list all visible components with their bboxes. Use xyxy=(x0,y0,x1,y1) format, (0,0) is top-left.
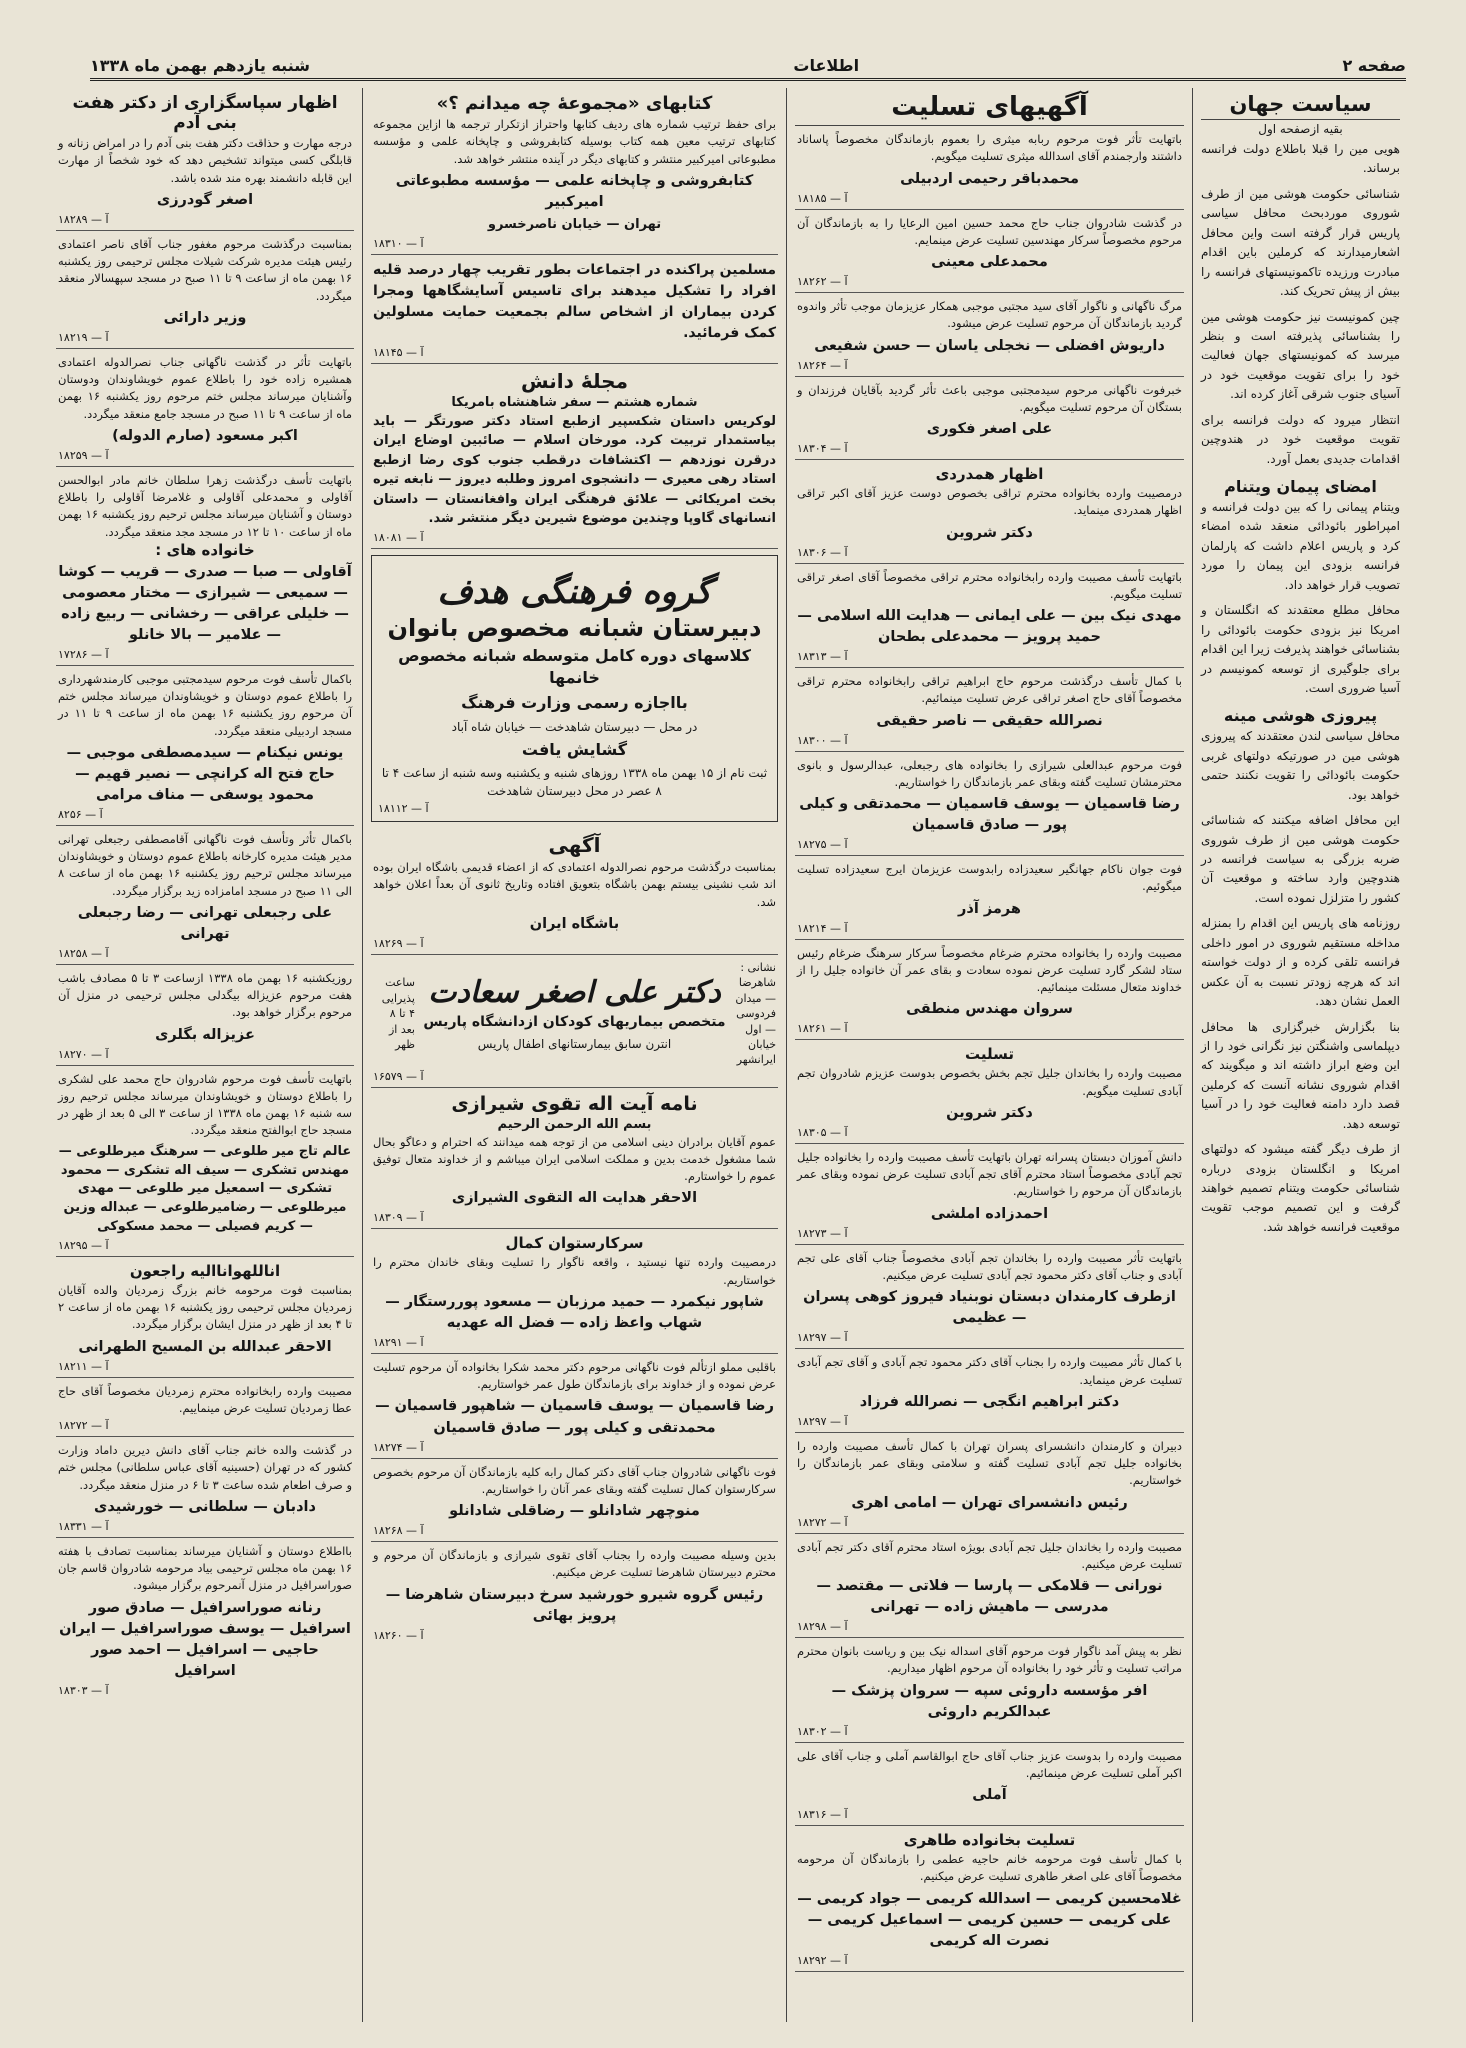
clinic-address: نشانی : شاهرضا — میدان فردوسی — اول خیابان ایرانشهر xyxy=(735,960,776,1067)
kamal-notice xyxy=(371,1229,778,1354)
condolence-notice xyxy=(795,377,1184,461)
condolence-signature: ازطرف کارمندان دبستان نوبنیاد فیروز کوهی پسران — عظیمی xyxy=(803,1289,1176,1327)
condolence-body: با کمال تأسف فوت مرحومه خانم حاجیه عطمی را بازماندگان آن مرحومه مخصوصاً آقای علی اصغر طاهری تسلیت عرض میکنیم. xyxy=(797,1852,1182,1884)
condolence-signature: غلامحسین کریمی — اسدالله کریمی — جواد کریمی — علی کریمی — حسین کریمی — اسماعیل کریمی — نصرت اله کریمی xyxy=(797,1890,1182,1949)
ghasemian-code: آ — ۱۸۲۷۴ xyxy=(373,1440,424,1454)
clinic-hours: ساعت پذیرایی ۴ تا ۸ بعد از ظهر xyxy=(381,976,415,1051)
condolence-code: آ — ۱۸۲۱۴ xyxy=(797,921,848,935)
condolence-signature: آملی xyxy=(972,1787,1007,1804)
condolence-body: در گذشت شادروان جناب حاج محمد حسین امین الرعایا را به بازماندگان آن مرحوم مخصوصاً سرکار مهندسین تسلیت عرض مینمایم. xyxy=(797,215,1182,247)
issue-date: شنبه یازدهم بهمن ماه ۱۳۳۸ xyxy=(90,55,310,75)
world-politics-column xyxy=(1192,88,1408,2022)
condolence-body: مصیبت وارده را بخانواده محترم ضرغام مخصوصاً سرکار سرهنگ ضرغام رئیس ستاد لشکر گارد تسلیت عرض نموده سعادت و بقای عمر آن خانواده جلیل را از خداوند متعال مسئلت مینمائیم. xyxy=(797,945,1182,995)
tabarsi-body: باتهایت تأسف فوت مرحوم شادروان حاج محمد علی لشکری را باطلاع دوستان و خویشاوندان میرساند مجلس ترحیم روز سه شنبه ۱۶ بهمن ماه ۱۳۳۸ از ساعت ۳ الی ۵ بعد از ظهر در مسجد حاج ابوالفتح منعقد میگردد. xyxy=(58,1071,352,1138)
condolence-code: آ — ۱۸۳۰۲ xyxy=(797,1724,848,1738)
shahreza-notice xyxy=(371,1542,778,1646)
section-heading: پیروزی هوشی مینه xyxy=(1223,706,1378,726)
shadanloo-sign: منوچهر شادانلو — رضاقلی شادانلو xyxy=(449,1503,700,1520)
condolence-notice xyxy=(795,1826,1184,1972)
shadanloo-notice xyxy=(371,1459,778,1543)
school-line-1: کلاسهای دوره کامل متوسطه شبانه مخصوص خانمها xyxy=(398,645,751,688)
magazine-issue: شماره هشتم — سفر شاهنشاه بامریکا xyxy=(451,394,698,410)
minister-body: بمناسبت درگذشت مرحوم مغفور جناب آقای ناصر اعتمادی رئیس هیئت مدیره شرکت شیلات مجلس ترحیمی روز یکشنبه ۱۶ بهمن ماه از ساعت ۹ تا ۱۱ صبح در مسجد سپهسالار منعقد میگردد. xyxy=(58,236,352,303)
condolence-body: فوت جوان ناکام جهانگیر سعیدزاده رابدوست عزیزمان ایرج سعیدزاده تسلیت میگوئیم. xyxy=(797,862,1182,894)
condolence-notice xyxy=(795,460,1184,564)
condolence-signature: محمدعلی معینی xyxy=(931,254,1048,271)
kamal-sign: شاپور نیکمرد — حمید مرزبان — مسعود پوررستگار — شهاب واعظ زاده — فضل اله عهدیه xyxy=(385,1293,764,1331)
article-paragraph: انتظار میرود که دولت فرانسه برای تقویت موقعیت خود در هندوچین اقدامات جدیدی بعمل آورد. xyxy=(1201,412,1400,466)
zamardian-code: آ — ۱۸۲۷۲ xyxy=(58,1419,109,1433)
tehrani-code: آ — ۱۸۲۵۸ xyxy=(58,946,109,960)
ayatollah-letter xyxy=(371,1088,778,1230)
clinic-code: آ — ۱۶۵۷۹ xyxy=(373,1069,424,1083)
article-paragraph: هویی مین را قبلا باطلاع دولت فرانسه برساند. xyxy=(1201,142,1400,176)
club-sign: باشگاه ایران xyxy=(529,915,620,932)
esrafil-notice xyxy=(56,1538,354,1701)
condolence-notice xyxy=(795,1743,1184,1827)
families-code: آ — ۱۷۲۸۶ xyxy=(58,647,109,661)
section-heading: امضای پیمان ویتنام xyxy=(1224,477,1377,496)
club-code: آ — ۱۸۲۶۹ xyxy=(373,936,424,950)
clinic-subtitle: انترن سابق بیمارستانهای اطفال پاریس xyxy=(477,1037,672,1052)
condolence-signature: هرمز آذر xyxy=(958,900,1021,917)
inna-body: بمناسبت فوت مرحومه خانم بزرگ زمردیان والده آقایان زمردیان مجلس ترحیمی روز یکشنبه ۱۶ بهمن ماه از ساعت ۲ تا ۴ بعد از ظهر در منزل ایشان برگزار میگردد. xyxy=(58,1282,352,1332)
younes-notice xyxy=(56,666,354,826)
condolence-code: آ — ۱۸۳۱۳ xyxy=(797,650,848,664)
magazine-notice xyxy=(371,364,778,549)
condolence-code: آ — ۱۸۲۹۷ xyxy=(797,1414,848,1428)
condolence-notice xyxy=(795,293,1184,377)
condolence-signature: محمدباقر رحیمی اردبیلی xyxy=(900,170,1079,187)
shadanloo-body: فوت ناگهانی شادروان جناب آقای دکتر کمال رابه کلیه بازماندگان آن مرحوم بخصوص سرکارستوان کمال تسلیت گفته وبقای عمر آنان را خواستاریم. xyxy=(373,1464,776,1496)
columns xyxy=(48,88,1408,2022)
esrafil-code: آ — ۱۸۳۰۳ xyxy=(58,1683,109,1697)
article-paragraph: بنا بگزارش خبرگزاری ها محافل دیپلماسی واشنگتن نیز نگرانی خود را از این وضع ابراز داشته اند و میگویند که اقدام شوروی نشانه آنست که کرملین قصد دارد دامنه فعالیت خود را در آسیا توسعه دهد. xyxy=(1201,1019,1400,1131)
tehrani-notice xyxy=(56,826,354,965)
condolence-code: آ — ۱۸۲۹۸ xyxy=(797,1620,848,1634)
world-politics-title: سیاست جهان xyxy=(1201,88,1400,120)
condolence-signature: مهدی نیک بین — علی ایمانی — هدایت الله اسلامی — حمید پرویز — محمدعلی بطحان xyxy=(797,608,1182,646)
condolence-signature: نصرالله حقیقی — ناصر حقیقی xyxy=(876,712,1103,729)
club-notice xyxy=(371,828,778,955)
condolences-title: آگهیهای تسلیت xyxy=(795,88,1184,126)
condolence-body: با کمال تأثر مصیبت وارده را بجناب آقای دکتر محمود تجم آبادی و آقای تجم آبادی تسلیت عرض مینماید. xyxy=(797,1355,1182,1387)
sultani-code: آ — ۱۸۳۳۱ xyxy=(58,1519,109,1533)
families-notice xyxy=(56,467,354,666)
condolence-body: دانش آموزان دبستان پسرانه تهران باتهایت تأسف مصیبت وارده را بخانواده جلیل تجم آبادی مخصوصاً استاد محترم آقای تجم آبادی تسلیت عرض نموده وبقای عمر بازماندگان آن مرحوم را خواستاریم. xyxy=(797,1149,1182,1199)
bigdeli-notice xyxy=(56,965,354,1066)
thanks-body: درجه مهارت و حذاقت دکتر هفت بنی آدم را در امراض زنانه و قابلگی کسی میتواند تشخیص دهد که خود شخصاً از مهارت این قابله دانشمند بهره مند شده باشد. xyxy=(58,136,352,185)
minister-notice xyxy=(56,231,354,349)
night-school-ad xyxy=(371,555,778,823)
condolence-title: اظهار همدردی xyxy=(935,465,1044,484)
sultani-body: در گذشت والده خانم جناب آقای دانش دیرین داماد وزارت کشور که در تهران (حسینیه آقای عباس سلطانی) مجلس ختم و صرف اطعام شده ساعت ۳ تا ۶ در منزل منعقد میگردد. xyxy=(58,1443,352,1492)
condolence-notice xyxy=(795,126,1184,210)
ayatollah-code: آ — ۱۸۳۰۹ xyxy=(373,1211,424,1225)
ayatollah-body: عموم آقایان برادران دینی اسلامی من از توجه همه میدانند که احترام و دعاگو بحال شما مشغول خدمت بدین و مملکت اسلامی ایران میباشم و از خداوند متعال توفیق عموم را خواستارم. xyxy=(373,1134,776,1184)
tb-notice xyxy=(371,255,778,364)
ghasemian-body: باقلبی مملو ازتألم فوت ناگهانی مرحوم دکتر محمد شکرا بخانواده آن مرحوم تسلیت عرض نموده و از خداوند برای بازماندگان طول عمر خواستاریم. xyxy=(373,1359,776,1392)
condolence-notice xyxy=(795,1245,1184,1350)
left-column xyxy=(48,88,362,2022)
families-sign: آقاولی — صبا — صدری — قریب — کوشا — سمیعی — شیرازی — مختار معصومی — خلیلی عراقی — رخشانی — ربیع زاده — علامیر — بالا خانلو xyxy=(58,563,352,643)
condolence-body: درمصیبت وارده بخانواده محترم تراقی بخصوص دوست عزیز آقای اکبر تراقی اظهار همدردی مینماید. xyxy=(797,486,1182,518)
condolence-notice xyxy=(795,1433,1184,1534)
article-paragraph: از طرف دیگر گفته میشود که دولتهای امریکا و انگلستان بزودی درباره شناسائی حکومت ویتنام تصمیم خواهند گرفت و این تصمیم موجب تقویت موقعیت فرانسه خواهد شد. xyxy=(1201,1142,1400,1234)
condolence-body: مصیبت وارده را بخاندان جلیل تجم بخش بخصوص بدوست عزیزم شادروان تجم آبادی تسلیت میگویم. xyxy=(797,1066,1182,1098)
masoud-body: باتهایت تأثر در گذشت ناگهانی جناب نصرالدوله اعتمادی همشیره زاده خود را باطلاع عموم خویشاوندان ودوستان وآشنایان میرساند مجلس ختم مرحوم روز یکشنبه ۱۶ بهمن ماه از ساعت ۹ تا ۱۱ صبح در مسجد جامع منعقد میگردد. xyxy=(58,354,352,421)
kamal-body: درمصیبت وارده تنها نیستید ، واقعه ناگوار را تسلیت وبقای خاندان محترم را خواستاریم. xyxy=(373,1255,776,1287)
inna-code: آ — ۱۸۲۱۱ xyxy=(58,1359,109,1373)
condolence-signature: افر مؤسسه داروئی سپه — سروان پزشک — عبدالکریم داروئی xyxy=(831,1682,1148,1720)
sultani-notice xyxy=(56,1437,354,1538)
younes-sign: یونس نیکنام — سیدمصطفی موجبی — حاج فتح اله کرانچی — نصیر قهیم — محمود یوسفی — مناف مرامی xyxy=(66,744,344,803)
books-code: آ — ۱۸۳۱۰ xyxy=(373,236,424,250)
article-paragraph: ویتنام پیمانی را که بین دولت فرانسه و امپراطور بائودائی منعقد شده امضاء کرد و پاریس اعلام داشت که پارلمان فرانسه بزودی این پیمان را مورد تصویب قرار خواهد داد. xyxy=(1201,500,1400,592)
school-opening: گشایش یافت xyxy=(521,739,628,759)
condolence-body: مرگ ناگهانی و ناگوار آقای سید مجتبی موجبی همکار عزیزمان موجب تأثر واندوه گردید بازماندگان آن مرحوم تسلیت عرض میشود. xyxy=(797,299,1182,331)
condolence-code: آ — ۱۸۳۰۶ xyxy=(797,545,848,559)
masthead xyxy=(90,52,1406,81)
condolence-notice xyxy=(795,752,1184,857)
families-title: خانواده های : xyxy=(155,540,255,559)
condolence-signature: دکتر شروین xyxy=(946,524,1033,541)
article-paragraph: روزنامه های پاریس این اقدام را بمنزله مداخله مستقیم شوروی در امور داخلی فرانسه تلقی کرده و از دولت خواسته اند که هرچه زودتر نسبت به آن عکس العمل نشان دهد. xyxy=(1201,916,1400,1009)
condolence-code: آ — ۱۸۳۰۵ xyxy=(797,1125,848,1139)
article-paragraph: شناسائی حکومت هوشی مین از طرف شوروی موردبحث محافل سیاسی پاریس قرار گرفته است واین محافل اشعارمیدارند که کرملین باین اقدام مبادرت ورزیده تاکمونیستهای فرانسه را بیش از پیش تحریک کند. xyxy=(1201,186,1400,299)
kamal-code: آ — ۱۸۲۹۱ xyxy=(373,1335,424,1349)
clinic-specialty: متخصص بیماریهای کودکان ازدانشگاه پاریس xyxy=(423,1013,726,1030)
clinic-ad xyxy=(371,955,778,1088)
condolence-body: دبیران و کارمندان دانشسرای پسران تهران با کمال تأسف مصیبت وارده را بخانواده جلیل تجم آبادی تسلیت گفته و سلامتی وبقای عمر بازماندگان را خواستاریم. xyxy=(797,1438,1182,1488)
condolence-signature: دکتر شروین xyxy=(946,1104,1033,1121)
condolence-title: تسلیت xyxy=(964,1045,1015,1064)
esrafil-body: بااطلاع دوستان و آشنایان میرساند بمناسبت تصادف با هفته ۱۶ بهمن ماه مجلس ترحیمی بیاد مرحومه شادروان قاسم جان صوراسرافیل در منزل آنمرحوم برگزار میشود. xyxy=(58,1543,352,1593)
condolence-signature: رضا قاسمیان — یوسف قاسمیان — محمدتقی و کیلی پور — صادق قاسمیان xyxy=(799,796,1180,834)
condolence-code: آ — ۱۸۱۸۵ xyxy=(797,191,848,205)
shahreza-body: بدین وسیله مصیبت وارده را بجناب آقای تقوی شیرازی و بازماندگان آن مرحوم و محترم دبیرستان شاهرضا تسلیت عرض میکنیم. xyxy=(373,1548,776,1580)
condolence-signature: دکتر ابراهیم انگجی — نصرالله فرزاد xyxy=(859,1393,1120,1410)
bigdeli-body: روزیکشنبه ۱۶ بهمن ماه ۱۳۳۸ ازساعت ۳ تا ۵ مصادف باشب هفت مرحوم عزیزاله بیگدلی مجلس ترحیمی در منزل آن مرحوم برگزار خواهد بود. xyxy=(58,970,353,1020)
books-publishers: کتابفروشی و چاپخانه علمی — مؤسسه مطبوعاتی امیرکبیر xyxy=(395,172,754,210)
thanks-code: آ — ۱۸۲۸۹ xyxy=(58,212,109,226)
tb-code: آ — ۱۸۱۴۵ xyxy=(373,345,424,359)
condolence-code: آ — ۱۸۲۷۵ xyxy=(797,838,848,852)
masoud-sign: اکبر مسعود (صارم الدوله) xyxy=(112,427,298,444)
condolence-body: باتهایت تأثر فوت مرحوم ربابه میثری را بعموم بازماندگان مخصوصاً پاساناد داشتند وارجمندم آقای اسدالله میثری تسلیت میگویم. xyxy=(797,132,1182,164)
page-number: صفحه ۲ xyxy=(1342,55,1406,75)
condolence-body: مصیبت وارده را بخاندان جلیل تجم آبادی بویژه استاد محترم آقای دکتر تجم آبادی تسلیت عرض میکنیم. xyxy=(797,1539,1182,1571)
tabarsi-notice xyxy=(56,1066,354,1257)
condolence-list xyxy=(795,126,1184,1972)
books-notice xyxy=(371,88,778,255)
tehrani-body: باکمال تأثر وتأسف فوت ناگهانی آقامصطفی رجبعلی تهرانی مدیر هیئت مدیره کارخانه باطلاع عموم دوستان و خویشاوندان میرساند مجلس ترحیم روز یکشنبه ۱۶ بهمن ماه از ساعت ۸ الی ۱۱ صبح در مسجد امامزاده زید برگزار میگردد. xyxy=(58,831,352,898)
article-paragraph: این محافل اضافه میکنند که شناسائی حکومت هوشی مین از طرف شوروی ضربه بزرگی به سیاست فرانسه در هندوچین وارد ساخته و موقعیت آن کشور را متزلزل نموده است. xyxy=(1201,813,1400,905)
younes-code: آ — ۸۲۵۶ xyxy=(58,807,103,821)
club-title: آگهی xyxy=(548,833,601,858)
school-title: دبیرستان شبانه مخصوص بانوان xyxy=(387,613,762,642)
shadanloo-code: آ — ۱۸۲۶۸ xyxy=(373,1524,424,1538)
condolences-column xyxy=(786,88,1192,2022)
zamardian-body: مصیبت وارده رابخانواده محترم زمردیان مخصوصاً آقای حاج عطا زمردیان تسلیت عرض مینماییم. xyxy=(58,1383,352,1415)
ayatollah-sign: الاحقر هدایت اله التقوی الشیرازی xyxy=(451,1190,698,1207)
tabarsi-sign: عالم تاج میر طلوعی — سرهنگ میرطلوعی — مهندس تشکری — سیف اله تشکری — محمود تشکری — اسمعیل میر طلوعی — مهدی میرطلوعی — رضامیرطلوعی — عبداله وزین — کریم فصیلی — محمد مسکوکی xyxy=(58,1143,352,1235)
condolence-notice xyxy=(795,1534,1184,1639)
condolence-code: آ — ۱۸۲۷۲ xyxy=(797,1515,848,1529)
school-code: آ — ۱۸۱۱۲ xyxy=(378,802,429,816)
world-politics-subtitle: بقیه ازصفحه اول xyxy=(1258,122,1343,136)
masoud-code: آ — ۱۸۲۵۹ xyxy=(58,448,109,462)
condolence-code: آ — ۱۸۲۶۴ xyxy=(797,358,848,372)
school-logo: گروه فرهنگی هدف xyxy=(437,571,712,612)
condolence-body: باتهایت تأثر مصیبت وارده را بخاندان تجم آبادی مخصوصاً جناب آقای علی تجم آبادی و جناب آقای دکتر محمود تجم آبادی تسلیت عرض میکنیم. xyxy=(797,1250,1182,1282)
esrafil-sign: رنانه صوراسرافیل — صادق صور اسرافیل — یوسف صوراسرافیل — ایران حاجیی — اسرافیل — احمد صور اسرافیل xyxy=(59,1599,351,1679)
younes-body: باکمال تأسف فوت مرحوم سیدمجتبی موجبی کارمندشهرداری را باطلاع عموم دوستان و خویشاوندان میرساند مجلس ختم آن مرحوم روز یکشنبه ۱۶ بهمن ماه از ساعت ۹ تا ۱۱ در مسجد اردبیلی منعقد میگردد. xyxy=(58,671,353,738)
condolence-notice xyxy=(795,940,1184,1041)
condolence-notice xyxy=(795,564,1184,669)
middle-column xyxy=(362,88,786,2022)
condolence-notice xyxy=(795,210,1184,294)
magazine-code: آ — ۱۸۰۸۱ xyxy=(373,530,424,544)
condolence-code: آ — ۱۸۲۹۲ xyxy=(797,1953,848,1967)
books-title: کتابهای «مجموعهٔ چه میدانم ؟» xyxy=(436,93,713,114)
condolence-body: خبرفوت ناگهانی مرحوم سیدمجتبی موجبی باعث تأثر گردید بآقایان فرزندان و بستگان آن مرحوم تسلیت میگویم. xyxy=(797,382,1182,414)
condolence-notice xyxy=(795,1349,1184,1433)
books-address: تهران — خیابان ناصرخسرو xyxy=(487,216,662,232)
tabarsi-code: آ — ۱۸۲۹۵ xyxy=(58,1238,109,1252)
thanks-title: اظهار سپاسگزاری از دکتر هفت بنی آدم xyxy=(72,93,338,133)
condolence-body: مصیبت وارده را بدوست عزیز جناب آقای حاج ابوالقاسم آملی و جناب آقای علی اکبر آملی تسلیت عرض مینمائیم. xyxy=(797,1748,1182,1780)
bigdeli-code: آ — ۱۸۲۷۰ xyxy=(58,1047,109,1061)
condolence-notice xyxy=(795,668,1184,752)
condolence-code: آ — ۱۸۲۹۷ xyxy=(797,1331,848,1345)
thanks-sign: اصغر گودرزی xyxy=(156,191,254,208)
zamardian-notice xyxy=(56,1378,354,1438)
school-detail: ثبت نام از ۱۵ بهمن ماه ۱۳۳۸ روزهای شنبه و یکشنبه وسه شنبه از ساعت ۴ تا ۸ عصر در محل دبیرستان شاهدخت xyxy=(381,766,768,799)
condolence-body: باتهایت تأسف مصیبت وارده رابخانواده محترم تراقی مخصوصاً آقای اصغر تراقی تسلیت میگویم. xyxy=(797,569,1182,601)
inna-notice xyxy=(56,1257,354,1378)
shahreza-code: آ — ۱۸۲۶۰ xyxy=(373,1628,424,1642)
article-paragraph: محافل مطلع معتقدند که انگلستان و امریکا نیز بزودی حکومت بائودائی را بشناسائی خواهند پذیرفت زیرا این اقدام برای جلوگیری از توسعه کمونیسم در آسیا ضروری است. xyxy=(1201,603,1400,695)
books-body: برای حفظ ترتیب شماره های ردیف کتابها واحتراز ازتکرار ترجمه ها ازاین مجموعه کتابهای ترتیب معین همه کتاب بوسیله کتابفروشی و چاپخانه علمی و مؤسسه مطبوعاتی امیرکبیر منتشر و کتابهای دیگر در آینده منتشر خواهد شد. xyxy=(373,117,776,166)
school-line-2: بااجازه رسمی وزارت فرهنگ xyxy=(461,693,688,713)
condolence-notice xyxy=(795,1040,1184,1144)
article-paragraph: چین کمونیست نیز حکومت هوشی مین را بشناسائی پذیرفته است و بنظر میرسد که کمونیستهای جهان فعالیت خود را برای تقویت موقعیت خود در آسیای جنوب شرقی آغاز کرده اند. xyxy=(1201,309,1400,402)
condolence-signature: رئیس دانشسرای تهران — امامی اهری xyxy=(851,1494,1128,1511)
magazine-body: لوکریس داستان شکسپیر ازطبع استاد دکتر صورتگر — باید بیاستمدار تربیت کرد. مورخان اسلام — صائبین اوضاع ایران درقرن نوزدهم — اکتشافات درقطب جنوب کوی رضا ازطبع استاد رهی معیری — دانشجوی امروز وطلبه دیروز — نابغه تیره بخت امریکائی — علائق فرهنگی ایران وافغانستان — داستان انسانهای گاوپا وچندین موضوع شیرین دیگر منتشر شد. xyxy=(373,413,776,527)
condolence-body: فوت مرحوم عبدالعلی شیرازی را بخانواده های رجبعلی، عبدالرسول و بانوی محترمشان تسلیت گفته وبقای عمر بازماندگان را خواستاریم. xyxy=(797,757,1182,789)
condolence-signature: داریوش افضلی — نخجلی یاسان — حسن شفیعی xyxy=(814,337,1165,354)
shahreza-sign: رئیس گروه شیرو خورشید سرخ دبیرستان شاهرضا — پرویز بهائی xyxy=(385,1586,764,1624)
school-place: در محل — دبیرستان شاهدخت — خیابان شاه آباد xyxy=(451,719,698,734)
condolence-code: آ — ۱۸۳۱۶ xyxy=(797,1808,848,1822)
condolence-code: آ — ۱۸۳۰۴ xyxy=(797,442,848,456)
condolence-body: با کمال تأسف درگذشت مرحوم حاج ابراهیم تراقی رابخانواده محترم تراقی مخصوصاً آقای حاج اصغر تراقی عرض تسلیت مینمائیم. xyxy=(797,674,1182,706)
thanks-notice xyxy=(56,88,354,231)
article-paragraph: محافل سیاسی لندن معتقدند که پیروزی هوشی مین در صورتیکه دولتهای غربی حکومت بائودائی را تقویت نکنند حتمی خواهد بود. xyxy=(1201,729,1400,802)
clinic-center xyxy=(421,975,728,1054)
clinic-doctor-name: دکتر علی اصغر سعادت xyxy=(428,974,721,1010)
sultani-sign: دادبان — سلطانی — خورشیدی xyxy=(94,1498,316,1515)
condolence-code: آ — ۱۸۳۰۰ xyxy=(797,733,848,747)
condolence-signature: نورانی — قلامکی — پارسا — فلاتی — مقتصد — مدرسی — ماهیش زاده — تهرانی xyxy=(816,1578,1163,1616)
condolence-notice xyxy=(795,856,1184,940)
tb-body: مسلمین پراکنده در اجتماعات بطور تقریب چهار درصد قلیه افراد را تشکیل میدهند برای تاسیس آسایشگاهها ومجرا کردن بیماران از اشخاص سالم بجمعیت حمایت مسلولین کمک فرمائید. xyxy=(373,261,776,341)
club-body: بمناسبت درگذشت مرحوم نصرالدوله اعتمادی که از اعضاء قدیمی باشگاه ایران بوده اند شب نشینی بیستم بهمن باشگاه بتعویق افتاده وتاریخ ثانوی آن بعداً اعلان خواهد شد. xyxy=(373,860,776,909)
condolence-title: تسلیت بخانواده طاهری xyxy=(903,1831,1076,1850)
inna-sign: الاحقر عبدالله بن المسیح الطهرانی xyxy=(78,1338,332,1355)
bigdeli-sign: عزیزاله بگلری xyxy=(155,1026,255,1043)
kamal-title: سرکارستوان کمال xyxy=(505,1234,644,1253)
ghasemian-notice xyxy=(371,1354,778,1459)
condolence-code: آ — ۱۸۲۶۲ xyxy=(797,275,848,289)
magazine-title: مجلهٔ دانش xyxy=(521,368,628,393)
condolence-notice xyxy=(795,1638,1184,1743)
condolence-signature: علی اصغر فکوری xyxy=(926,421,1053,438)
newspaper-name: اطلاعات xyxy=(793,55,860,75)
minister-sign: وزیر دارائی xyxy=(163,309,247,326)
condolence-code: آ — ۱۸۲۶۱ xyxy=(797,1022,848,1036)
condolence-notice xyxy=(795,1144,1184,1245)
clinic-row xyxy=(373,960,776,1068)
ayatollah-basmala: بسم الله الرحمن الرحیم xyxy=(497,1116,652,1132)
condolence-signature: احمدزاده املشی xyxy=(930,1205,1049,1222)
families-body: باتهایت تأسف درگذشت زهرا سلطان خانم مادر ابوالحسن آقاولی و محمدعلی آقاولی و غلامرضا آقاولی را باطلاع دوستان و آشنایان میرساند مجلس ترحیم روز یکشنبه ۱۶ بهمن ماه از ساعت ۱۰ تا ۱۲ در مسجد مجد منعقد میگردد. xyxy=(58,472,352,539)
condolence-code: آ — ۱۸۲۷۳ xyxy=(797,1226,848,1240)
condolence-body: نظر به پیش آمد ناگوار فوت مرحوم آقای اسداله نیک بین و ریاست بانوان محترم مراتب تسلیت و تأثر خود را بخانواده آن مرحوم اظهار میداریم. xyxy=(797,1644,1182,1676)
masoud-notice xyxy=(56,349,354,467)
condolence-signature: سروان مهندس منطقی xyxy=(906,1001,1073,1018)
tehrani-sign: علی رجبعلی تهرانی — رضا رجبعلی تهرانی xyxy=(77,904,333,942)
inna-title: اناللهواناالیه راجعون xyxy=(129,1261,281,1280)
ghasemian-sign: رضا قاسمیان — یوسف قاسمیان — شاهپور قاسمیان — محمدتقی و کیلی پور — صادق قاسمیان xyxy=(375,1398,774,1436)
ayatollah-title: نامه آیت اله تقوی شیرازی xyxy=(451,1092,698,1115)
minister-code: آ — ۱۸۲۱۹ xyxy=(58,330,109,344)
